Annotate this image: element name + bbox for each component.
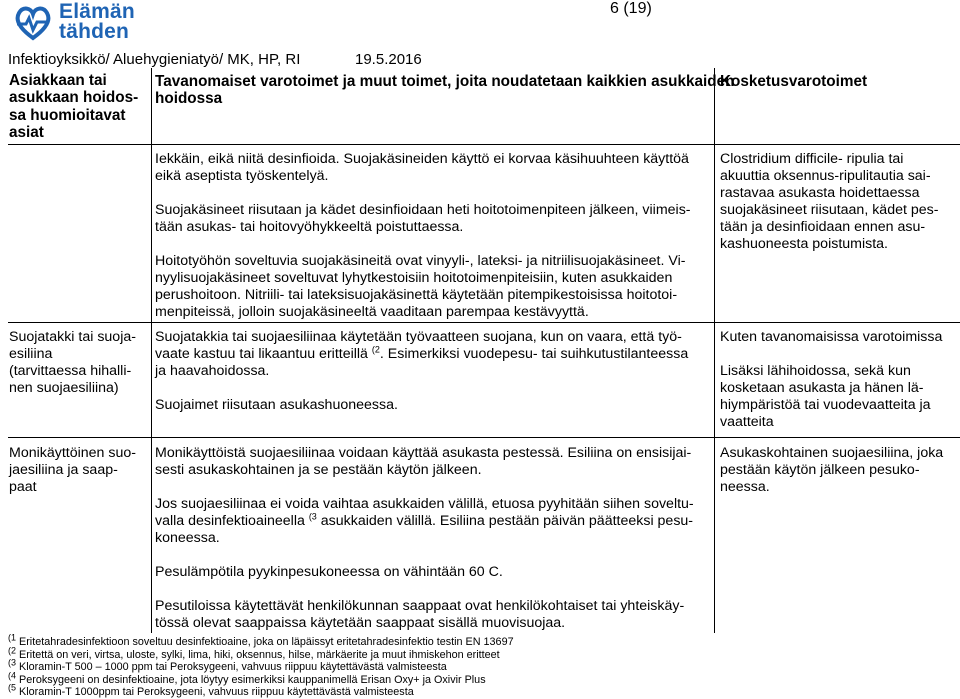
header-line: hoidossa — [155, 90, 223, 108]
header-line: asukkaan hoidos- — [9, 89, 139, 107]
text-line: rastavaa asukasta hoidettaessa — [720, 185, 920, 201]
text-line: valla desinfektioaineella — [155, 513, 309, 529]
paragraph — [155, 445, 694, 479]
row3-col3 — [720, 445, 943, 496]
logo-text — [59, 2, 135, 42]
text-line: eikä aseptista työskentelyä. — [155, 168, 329, 184]
text-line: vaatteita — [720, 414, 774, 430]
paragraph — [155, 253, 691, 321]
text-line: ja haavahoidossa. — [155, 363, 270, 379]
text-line: tössä olevat saappaissa käytetään saappaat sisällä muovisuojaa. — [155, 615, 566, 631]
footnote: $^{(5}$ Kloramin-T 1000ppm tai Peroksygeeni, vahvuus riippuu käytettävästä valmisteesta — [8, 682, 414, 698]
text-line: sesti asukaskohtainen ja se pestään käytön jälkeen. — [155, 462, 482, 478]
paragraph — [720, 363, 942, 431]
text-line: (tarvittaessa hihalli- — [9, 363, 132, 379]
paragraph — [155, 329, 688, 380]
text-line: nyylisuojakäsineet soveltuvat lyhytkestoisiin hoitotoimenpiteisiin, kuten asukkaiden — [155, 270, 673, 286]
logo — [13, 2, 135, 46]
footnote: $^{(2}$ Eritettä on veri, virtsa, uloste, sylki, lima, hiki, oksennus, hilse, märkäerite ja muut ihmiskehon eritteet — [8, 644, 500, 661]
table-line — [8, 144, 960, 145]
paragraph — [155, 496, 694, 547]
logo-line-2: tähden — [59, 20, 130, 43]
paragraph: Pesulämpötila pyykinpesukoneessa on vähintään 60 C. — [155, 564, 503, 580]
text-line: tään ja desinfioidaan ennen asu- — [720, 219, 926, 235]
row3-col1 — [9, 445, 136, 496]
footnotes — [8, 632, 514, 699]
paragraph — [155, 151, 691, 185]
text-line: koneessa. — [155, 530, 220, 546]
text-line: Pesutiloissa käytettävät henkilökunnan saappaat ovat henkilökohtaiset tai yhteiskäy- — [155, 598, 685, 614]
row1-col2 — [155, 151, 691, 321]
text-line: neessa. — [720, 479, 770, 495]
text-line: Monikäyttöinen suo- — [9, 445, 136, 461]
header-line: Kosketusvarotoimet — [720, 73, 868, 90]
table-line — [714, 68, 715, 633]
text-line: Suojakäsineet riisutaan ja kädet desinfioidaan heti hoitotoimenpiteen jälkeen, viimeis- — [155, 202, 691, 218]
text-line: paat — [9, 479, 37, 495]
text-line: asukkaiden välillä. Esiliina pestään päivän päätteeksi pesu- — [316, 513, 694, 529]
text-line: esiliina — [9, 346, 53, 362]
table-line — [8, 322, 960, 323]
paragraph — [155, 202, 691, 236]
text-line: pestään käytön jälkeen pesuko- — [720, 462, 920, 478]
row2-col1 — [9, 329, 136, 397]
heart-icon — [13, 2, 53, 42]
text-line: . Esimerkiksi vuodepesu- tai suihkutustilanteessa — [379, 346, 689, 362]
table-line — [8, 437, 960, 438]
text-line: akuuttia oksennus-ripulitautia sai- — [720, 168, 931, 184]
text-line: tään asukas- tai hoitovyöhykkeeltä poistuttaessa. — [155, 219, 464, 235]
footnote-ref: (2 — [371, 344, 380, 355]
row2-col2 — [155, 329, 688, 414]
column-header-3 — [720, 73, 867, 90]
logo-line-1: Elämän — [59, 0, 135, 23]
column-header-1 — [9, 72, 138, 142]
footnote: $^{(4}$ Peroksygeeni on desinfektioaine, jota löytyy esimerkiksi kauppanimellä Erisan Oxy+ ja Oxivir Plus — [8, 669, 486, 686]
text-line: hiympäristöä tai vuodevaatteita ja — [720, 397, 931, 413]
paragraph — [720, 151, 938, 253]
row3-col2 — [155, 445, 694, 632]
header-line: asiat — [9, 124, 44, 142]
paragraph — [155, 598, 694, 632]
document-header — [8, 51, 422, 68]
row2-col3 — [720, 329, 942, 431]
footnote: $^{(3}$ Kloramin-T 500 – 1000 ppm tai Peroksygeeni, vahvuus riippuu käytettävästä valmisteesta — [8, 657, 447, 673]
text-line: kashuoneesta poistumista. — [720, 236, 888, 252]
text-line: Hoitotyöhön soveltuvia suojakäsineitä ovat vinyyli-, lateksi- ja nitriilisuojakäsineet. Vi- — [155, 253, 686, 269]
column-header-2 — [155, 73, 734, 108]
paragraph: Suojaimet riisutaan asukashuoneessa. — [155, 397, 398, 413]
text-line: nen suojaesiliina) — [9, 380, 119, 396]
document-date: 19.5.2016 — [355, 51, 422, 68]
row1-col3 — [720, 151, 938, 253]
text-line: Suojatakki tai suoja- — [9, 329, 136, 345]
text-line: menpiteissä, jolloin suojakäsineeltä vaaditaan parempaa kestävyyttä. — [155, 304, 589, 320]
text-line: jaesiliina ja saap- — [9, 462, 118, 478]
text-line: suojakäsineet riisutaan, kädet pes- — [720, 202, 939, 218]
page-number: 6 (19) — [610, 0, 652, 17]
header-line: sa huomioitavat — [9, 106, 126, 124]
text-line: Iekkäin, eikä niitä desinfioida. Suojakäsineiden käyttö ei korvaa käsihuuhteen käyttöä — [155, 151, 689, 167]
text-line: kosketaan asukasta ja hänen lä- — [720, 380, 924, 396]
footnote: $^{(1}$ Eritetahradesinfektioon soveltuu desinfektioaine, joka on läpäissyt eritetahradesinfektio testin EN 13697 — [8, 632, 514, 648]
footnote-ref: (3 — [308, 511, 317, 522]
text-line: perushoitoon. Nitriili- tai lateksisuojakäsinettä käytetään pitempikestoisissa hoitotoi- — [155, 287, 678, 303]
text-line: Lisäksi lähihoidossa, sekä kun — [720, 363, 911, 379]
header-line: Tavanomaiset varotoimet ja muut toimet, joita noudatetaan kaikkien asukkaiden — [155, 73, 735, 90]
authors: Infektioyksikkö/ Aluehygieniatyö/ MK, HP, RI — [8, 51, 301, 68]
header-line: Asiakkaan tai — [9, 72, 107, 89]
text-line: Jos suojaesiliinaa ei voida vaihtaa asukkaiden välillä, etuosa pyyhitään siihen soveltu- — [155, 496, 694, 512]
text-line: Suojatakkia tai suojaesiliinaa käytetään työvaatteen suojana, kun on vaara, että työ- — [155, 329, 682, 345]
text-line: Asukaskohtainen suojaesiliina, joka — [720, 445, 944, 461]
text-line: Clostridium difficile- ripulia tai — [720, 151, 904, 167]
text-line: Monikäyttöistä suojaesiliinaa voidaan käyttää asukasta pestessä. Esiliina on ensisijai- — [155, 445, 692, 461]
paragraph: Kuten tavanomaisissa varotoimissa — [720, 329, 943, 345]
text-line: vaate kastuu tai likaantuu eritteillä — [155, 346, 372, 362]
table-line — [151, 68, 152, 633]
